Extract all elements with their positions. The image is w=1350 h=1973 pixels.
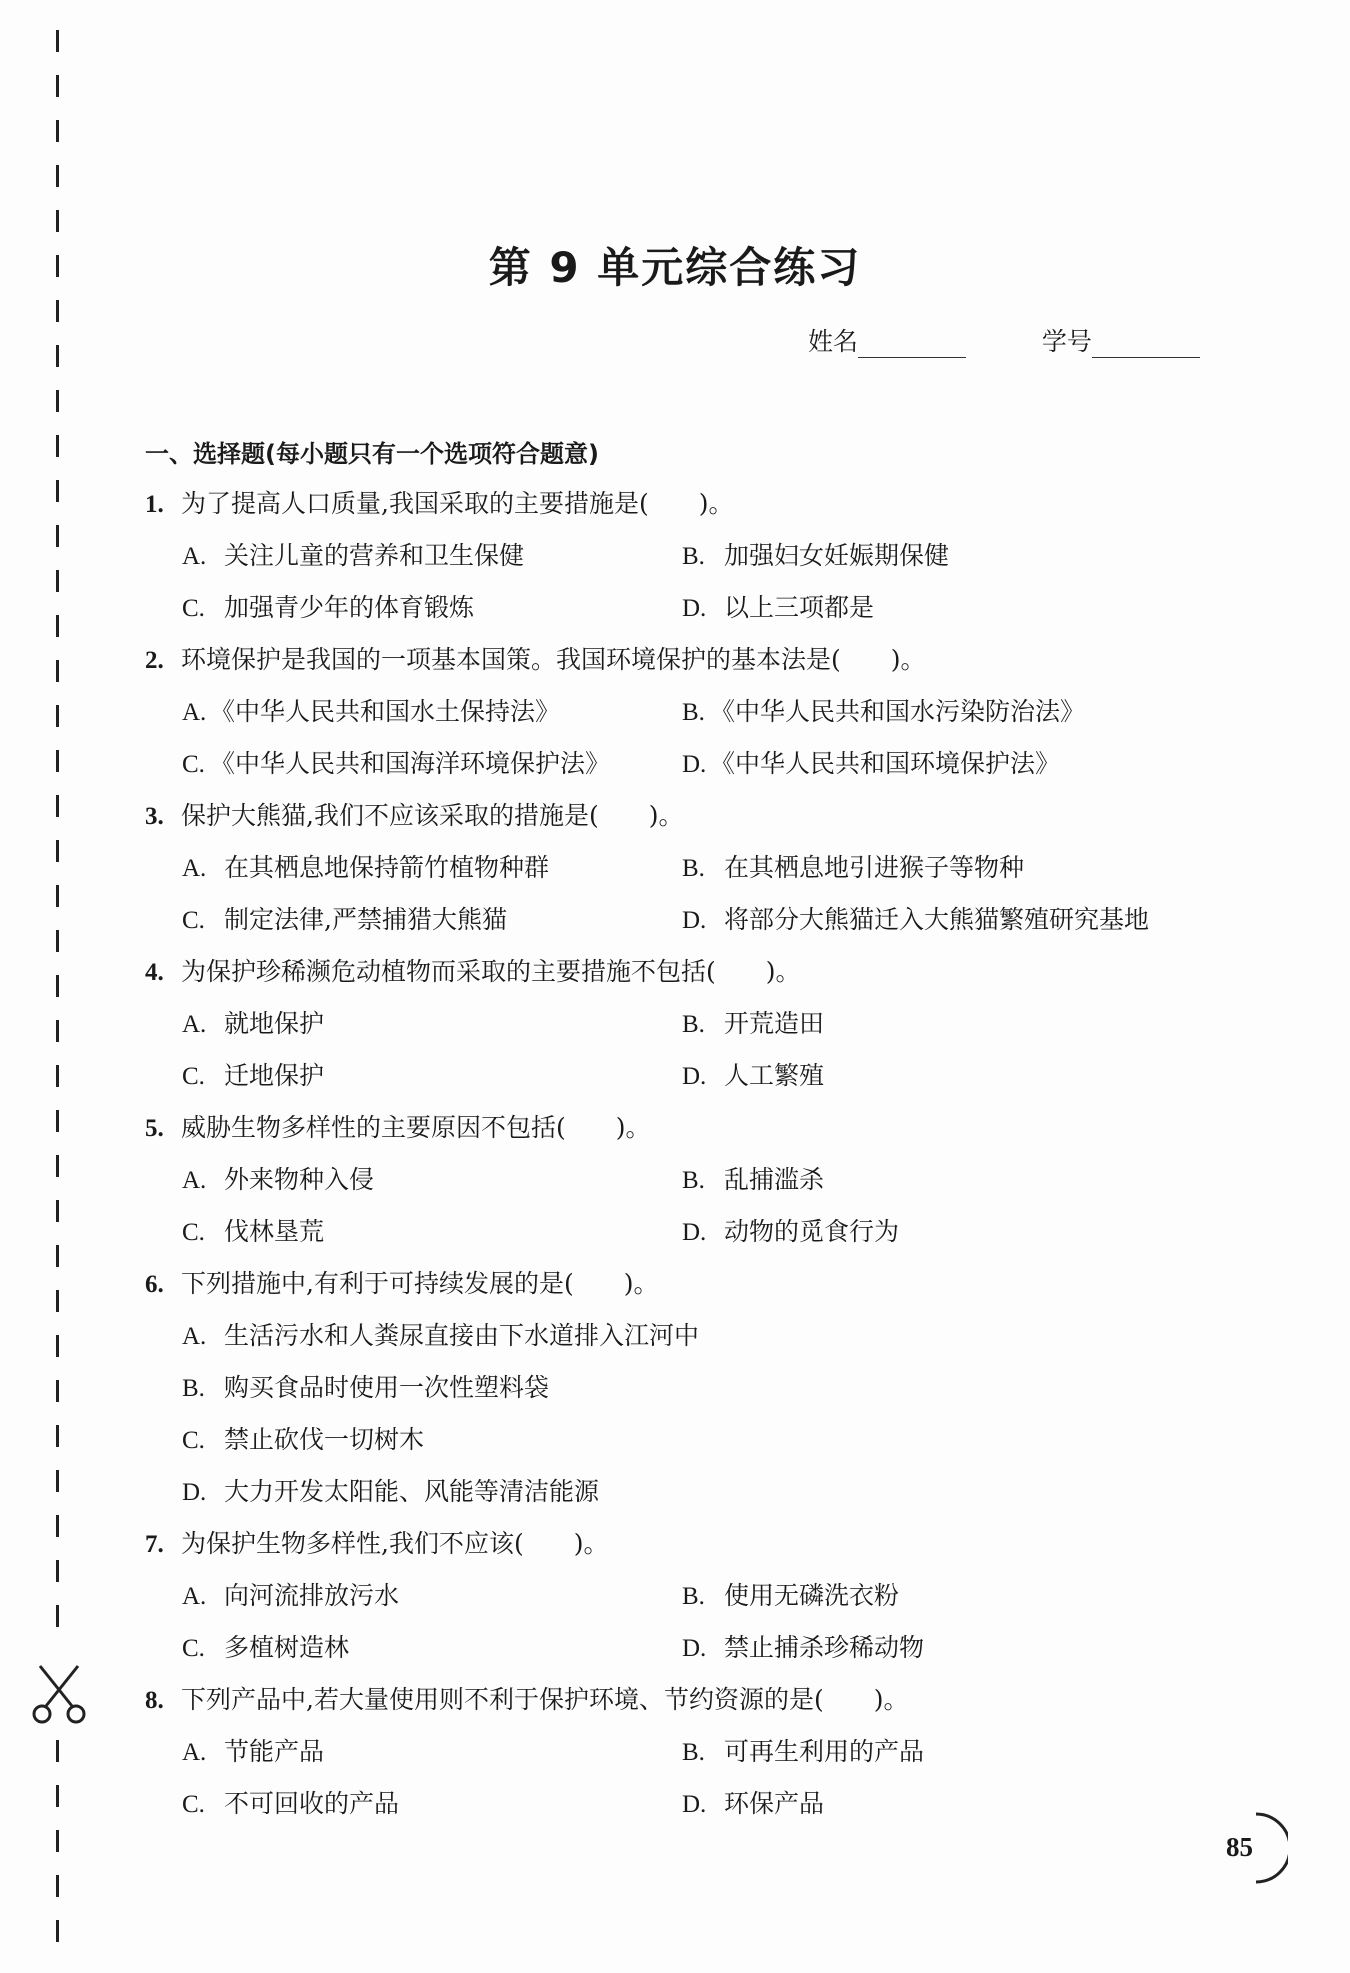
question-number: 1. [145, 491, 164, 518]
option-text: 迁地保护 [224, 1061, 325, 1090]
cut-line-dash [56, 1740, 59, 1762]
option [182, 540, 524, 573]
question-text: 威胁生物多样性的主要原因不包括( )。 [181, 1113, 651, 1142]
question-number: 6. [145, 1271, 164, 1298]
cut-line-dash [56, 1515, 59, 1537]
cut-line-dash [56, 1560, 59, 1582]
option-letter: D. [182, 1479, 207, 1506]
cut-line-dash [56, 705, 59, 727]
option [182, 1788, 399, 1821]
option-letter: B. [182, 1375, 205, 1402]
option [182, 1424, 424, 1457]
cut-line-dash [56, 525, 59, 547]
option-letter: D. [682, 1635, 707, 1662]
option-text: 动物的觅食行为 [724, 1217, 900, 1246]
option [682, 1580, 899, 1613]
option [682, 1164, 824, 1197]
question-number: 2. [145, 647, 164, 674]
question-6-stem [145, 1268, 658, 1301]
option [182, 1060, 324, 1093]
option-text: 加强妇女妊娠期保健 [724, 541, 950, 570]
option-letter: C. [182, 595, 205, 622]
option-letter: B. [682, 1739, 705, 1766]
option-letter: C. [182, 751, 205, 778]
question-text: 环境保护是我国的一项基本国策。我国环境保护的基本法是( )。 [181, 645, 926, 674]
cut-line-dash [56, 1380, 59, 1402]
option-text: 以上三项都是 [724, 593, 875, 622]
option-text: 在其栖息地引进猴子等物种 [724, 853, 1025, 882]
question-text: 为保护珍稀濒危动植物而采取的主要措施不包括( )。 [181, 957, 801, 986]
option-text: 开荒造田 [724, 1009, 825, 1038]
name-label: 姓名 [808, 327, 859, 356]
option [182, 696, 560, 729]
option-letter: A. [182, 543, 207, 570]
option-text: 节能产品 [224, 1737, 325, 1766]
option [682, 904, 1149, 937]
option-text: 禁止砍伐一切树木 [224, 1425, 425, 1454]
cut-line-dash [56, 570, 59, 592]
page-number: 85 [1226, 1832, 1253, 1862]
option-letter: B. [682, 1583, 705, 1610]
cut-line-dash [56, 885, 59, 907]
cut-line-dash [56, 1335, 59, 1357]
cut-line-dash [56, 300, 59, 322]
cut-line-dash [56, 750, 59, 772]
option-letter: B. [682, 1167, 705, 1194]
option-letter: B. [682, 1011, 705, 1038]
cut-line-dash [56, 210, 59, 232]
section-heading: 一、选择题(每小题只有一个选项符合题意) [145, 440, 599, 468]
option-text: 生活污水和人粪尿直接由下水道排入江河中 [224, 1321, 700, 1350]
option [682, 1788, 824, 1821]
option-letter: A. [182, 1323, 207, 1350]
question-number: 5. [145, 1115, 164, 1142]
option-letter: D. [682, 1219, 707, 1246]
option [182, 1320, 699, 1353]
id-blank[interactable] [1092, 331, 1200, 358]
option-letter: C. [182, 1427, 205, 1454]
option [682, 1008, 824, 1041]
option-text: 在其栖息地保持箭竹植物种群 [224, 853, 550, 882]
option-text: 可再生利用的产品 [724, 1737, 925, 1766]
option-letter: D. [682, 1791, 707, 1818]
option-text: 就地保护 [224, 1009, 325, 1038]
option-text: 关注儿童的营养和卫生保健 [224, 541, 525, 570]
option [182, 852, 549, 885]
question-number: 7. [145, 1531, 164, 1558]
option-text: 使用无磷洗衣粉 [724, 1581, 900, 1610]
question-2-stem [145, 644, 926, 677]
cut-line-dash [56, 345, 59, 367]
option-text: 外来物种入侵 [224, 1165, 375, 1194]
option-text: 加强青少年的体育锻炼 [224, 593, 475, 622]
option-text: 环保产品 [724, 1789, 825, 1818]
cut-line-dash [56, 840, 59, 862]
option-text: 《中华人民共和国环境保护法》 [710, 749, 1061, 778]
option-letter: A. [182, 1583, 207, 1610]
cut-line-dash [56, 1785, 59, 1807]
option [682, 1060, 824, 1093]
option-letter: B. [682, 543, 705, 570]
option-letter: A. [182, 1739, 207, 1766]
name-blank[interactable] [858, 331, 966, 358]
cut-line-dash [56, 30, 59, 52]
scissors-icon [28, 1660, 90, 1726]
option-text: 《中华人民共和国海洋环境保护法》 [210, 749, 611, 778]
option [182, 1476, 599, 1509]
question-text: 下列产品中,若大量使用则不利于保护环境、节约资源的是( )。 [181, 1685, 909, 1714]
option [182, 904, 507, 937]
cut-line-dash [56, 1830, 59, 1852]
option-text: 伐林垦荒 [224, 1217, 325, 1246]
page-title: 第 9 单元综合练习 [488, 243, 862, 292]
cut-line-dash [56, 1155, 59, 1177]
cut-line-dash [56, 1470, 59, 1492]
cut-line-dash [56, 660, 59, 682]
option-letter: B. [682, 855, 705, 882]
cut-line-dash [56, 1875, 59, 1897]
question-number: 8. [145, 1687, 164, 1714]
cut-line-dash [56, 1110, 59, 1132]
option-letter: C. [182, 1635, 205, 1662]
cut-line-dash [56, 1425, 59, 1447]
option-letter: A. [182, 699, 207, 726]
option [682, 852, 1024, 885]
cut-line-dash [56, 390, 59, 412]
option-letter: A. [182, 1167, 207, 1194]
option-text: 向河流排放污水 [224, 1581, 400, 1610]
option-letter: A. [182, 1011, 207, 1038]
option [682, 1216, 899, 1249]
cut-line-dash [56, 435, 59, 457]
cut-line-dash [56, 615, 59, 637]
option-text: 乱捕滥杀 [724, 1165, 825, 1194]
cut-line-dash [56, 75, 59, 97]
question-1-stem [145, 488, 733, 521]
option-text: 《中华人民共和国水污染防治法》 [710, 697, 1086, 726]
question-4-stem [145, 956, 801, 989]
question-text: 为了提高人口质量,我国采取的主要措施是( )。 [181, 489, 734, 518]
cut-line-dash [56, 1065, 59, 1087]
option [182, 748, 610, 781]
question-text: 下列措施中,有利于可持续发展的是( )。 [181, 1269, 659, 1298]
cut-line-dash [56, 1290, 59, 1312]
option-text: 禁止捕杀珍稀动物 [724, 1633, 925, 1662]
option [182, 1736, 324, 1769]
cut-line-dash [56, 930, 59, 952]
option-letter: D. [682, 595, 707, 622]
cut-line-dash [56, 120, 59, 142]
question-5-stem [145, 1112, 651, 1145]
option [182, 1632, 349, 1665]
cut-line-dash [56, 480, 59, 502]
option [182, 1216, 324, 1249]
cut-line-dash [56, 1020, 59, 1042]
option-letter: C. [182, 1063, 205, 1090]
option [182, 1008, 324, 1041]
option-letter: C. [182, 1791, 205, 1818]
option-letter: D. [682, 907, 707, 934]
option-letter: D. [682, 751, 707, 778]
question-number: 3. [145, 803, 164, 830]
question-text: 保护大熊猫,我们不应该采取的措施是( )。 [181, 801, 684, 830]
option-text: 《中华人民共和国水土保持法》 [210, 697, 561, 726]
option-letter: C. [182, 907, 205, 934]
option-text: 制定法律,严禁捕猎大熊猫 [224, 905, 507, 934]
option [182, 1580, 399, 1613]
option-text: 购买食品时使用一次性塑料袋 [224, 1373, 550, 1402]
option [682, 748, 1060, 781]
question-3-stem [145, 800, 683, 833]
option-letter: A. [182, 855, 207, 882]
option-text: 大力开发太阳能、风能等清洁能源 [224, 1477, 600, 1506]
option [682, 1736, 924, 1769]
option-text: 不可回收的产品 [224, 1789, 400, 1818]
cut-line-dash [56, 1605, 59, 1627]
question-8-stem [145, 1684, 908, 1717]
option-text: 多植树造林 [224, 1633, 350, 1662]
option [682, 592, 874, 625]
option-letter: D. [682, 1063, 707, 1090]
option-text: 将部分大熊猫迁入大熊猫繁殖研究基地 [724, 905, 1150, 934]
cut-line-dash [56, 1920, 59, 1942]
option [682, 1632, 924, 1665]
option [182, 592, 474, 625]
cut-line-dash [56, 165, 59, 187]
cut-line-dash [56, 1200, 59, 1222]
option [682, 540, 949, 573]
option-letter: C. [182, 1219, 205, 1246]
option [682, 696, 1085, 729]
option-letter: B. [682, 699, 705, 726]
option-text: 人工繁殖 [724, 1061, 825, 1090]
question-text: 为保护生物多样性,我们不应该( )。 [181, 1529, 609, 1558]
id-label: 学号 [1041, 327, 1092, 356]
option [182, 1164, 374, 1197]
question-7-stem [145, 1528, 608, 1561]
option [182, 1372, 549, 1405]
cut-line-dash [56, 795, 59, 817]
question-number: 4. [145, 959, 164, 986]
student-info [808, 322, 1200, 358]
cut-line-dash [56, 975, 59, 997]
cut-line-dash [56, 1245, 59, 1267]
